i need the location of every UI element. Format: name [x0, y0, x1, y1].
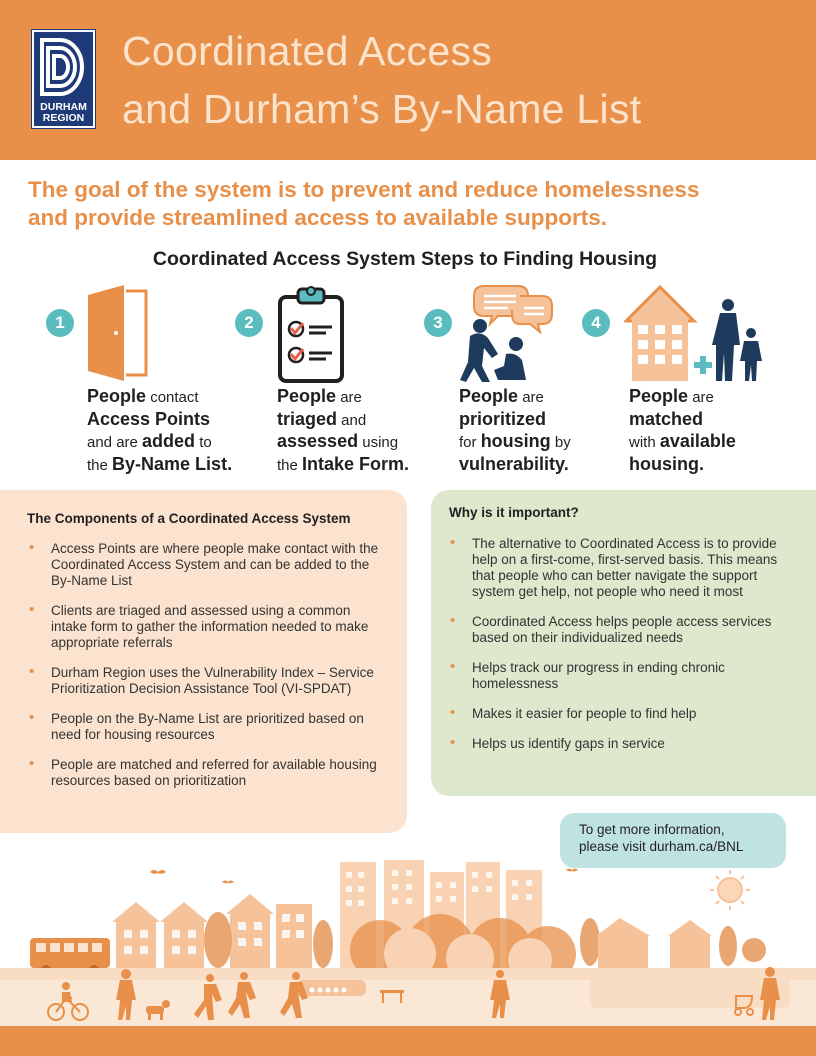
goal-line1: The goal of the system is to prevent and reduce homelessness — [28, 177, 700, 202]
page-title-line1: Coordinated Access — [122, 28, 493, 74]
step-2-l3-bold: assessed — [277, 431, 359, 451]
step-4-l3a: with — [629, 434, 660, 451]
step-2-l2-bold: triaged — [277, 408, 338, 429]
step-2-l2: and — [337, 411, 367, 429]
step-4-number: 4 — [582, 309, 610, 337]
house-family-icon — [624, 283, 766, 383]
goal-line2: and provide streamlined access to available supports. — [28, 205, 607, 230]
step-3-l1: are — [518, 389, 544, 406]
why-item: • Coordinated Access helps people access services based on their individualized needs — [450, 614, 785, 646]
logo-text-durham: DURHAM — [40, 101, 87, 113]
step-4-l1-bold: People — [629, 386, 689, 406]
durham-region-logo — [32, 30, 95, 128]
step-1-number: 1 — [46, 309, 74, 337]
more-info-callout — [560, 813, 786, 868]
step-1-l3a: and are — [87, 434, 143, 451]
why-item: • The alternative to Coordinated Access is to provide help on a first-come, first-served basis. This means that people who can better navigate the support system get help, not people who need it most — [450, 536, 785, 600]
step-3-l1-bold: People — [459, 386, 519, 406]
step-3-l2-bold: prioritized — [459, 408, 547, 429]
components-title: The Components of a Coordinated Access System — [27, 511, 351, 526]
components-item: • Access Points are where people make contact with the Coordinated Access System and can be added to the By-Name List — [29, 541, 379, 589]
components-item: • People are matched and referred for available housing resources based on prioritization — [29, 757, 379, 789]
step-2-l3: using — [358, 434, 399, 451]
step-3-l3c: by — [550, 434, 571, 451]
step-4-l4-bold: housing. — [629, 453, 704, 474]
step-4-text — [629, 386, 736, 476]
step-2-l1-bold: People — [277, 386, 337, 406]
step-3-l3a: for — [459, 434, 481, 451]
why-item: • Makes it easier for people to find help — [450, 706, 785, 722]
step-4-l2-bold: matched — [629, 408, 704, 429]
components-item: • Durham Region uses the Vulnerability Index – Service Prioritization Decision Assistance Tool (VI-SPDAT) — [29, 665, 379, 697]
steps-heading: Coordinated Access System Steps to Finding Housing — [152, 248, 658, 270]
step-1-l3-bold: added — [142, 431, 196, 451]
why-item: • Helps track our progress in ending chronic homelessness — [450, 660, 785, 692]
conversation-people-icon — [458, 282, 554, 386]
step-1-l1-bold: People — [87, 386, 147, 406]
step-1-l4a: the — [87, 456, 113, 474]
step-3-text — [459, 386, 571, 476]
step-4-l1: are — [688, 389, 714, 406]
durham-d-mark-icon — [38, 36, 89, 98]
step-2-number: 2 — [235, 309, 263, 337]
components-item: • Clients are triaged and assessed using a common intake form to gather the information needed to make appropriate referrals — [29, 603, 379, 651]
why-item: • Helps us identify gaps in service — [450, 736, 785, 752]
city-skyline-illustration — [0, 850, 816, 1056]
sun-icon — [710, 870, 750, 910]
step-1-l1: contact — [146, 389, 199, 406]
goal-statement — [28, 176, 768, 232]
step-4-l3-bold: available — [659, 431, 736, 451]
step-3-l3-bold: housing — [480, 431, 551, 451]
step-3-l4-bold: vulnerability. — [459, 453, 569, 474]
step-2-text — [277, 386, 409, 476]
why-list — [450, 536, 785, 752]
header-banner — [0, 0, 816, 160]
step-1-l3c: to — [195, 434, 212, 451]
info-line1: To get more information, — [579, 822, 725, 837]
components-item: • People on the By-Name List are prioritized based on need for housing resources — [29, 711, 379, 743]
page-title-line2: and Durham’s By-Name List — [122, 86, 642, 132]
door-icon — [86, 283, 150, 383]
why-title: Why is it important? — [449, 505, 579, 520]
step-2-l4-bold: Intake Form. — [302, 453, 410, 474]
step-1-l2-bold: Access Points — [87, 408, 211, 429]
components-list — [29, 541, 379, 789]
step-2-l4a: the — [277, 456, 303, 474]
clipboard-checklist-icon — [276, 283, 346, 383]
step-2-l1: are — [336, 389, 362, 406]
logo-text-region: REGION — [42, 112, 85, 124]
step-3-number: 3 — [424, 309, 452, 337]
step-1-l4-bold: By-Name List. — [112, 453, 233, 474]
step-1-text — [87, 386, 232, 476]
info-link-text[interactable]: please visit durham.ca/BNL — [579, 839, 744, 854]
